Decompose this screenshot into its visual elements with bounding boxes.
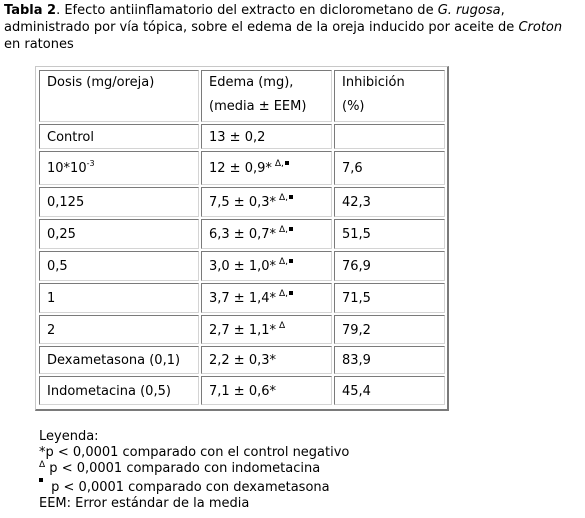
edema-value: 13 ± 0,2 bbox=[209, 130, 266, 145]
edema-value: 3,0 ± 1,0* bbox=[209, 259, 277, 274]
inhibition-value: 76,9 bbox=[342, 259, 371, 274]
inhibition-value: 51,5 bbox=[342, 227, 371, 242]
table-row-edema bbox=[201, 251, 332, 281]
table-row-edema bbox=[201, 187, 332, 217]
dose-value: 0,25 bbox=[47, 227, 76, 242]
table-row-inhibition bbox=[334, 376, 445, 405]
table-row-inhibition bbox=[334, 346, 445, 374]
legend-line-indometacina-text: p < 0,0001 comparado con indometacina bbox=[45, 461, 321, 476]
header-inhibition-line2: (%) bbox=[342, 99, 365, 114]
square-icon bbox=[285, 161, 289, 165]
edema-value: 7,5 ± 0,3* bbox=[209, 195, 277, 210]
inhibition-value: 7,6 bbox=[342, 161, 363, 176]
square-icon bbox=[289, 195, 293, 199]
delta-icon: Δ bbox=[279, 321, 286, 331]
legend-line-control: *p < 0,0001 comparado con el control negativo bbox=[39, 445, 350, 460]
dose-value: 1 bbox=[47, 291, 56, 306]
table-row-edema bbox=[201, 376, 332, 405]
table-row-edema bbox=[201, 124, 332, 149]
table-caption bbox=[4, 2, 582, 53]
legend-line-indometacina bbox=[39, 461, 559, 478]
inhibition-value: 45,4 bbox=[342, 384, 371, 399]
dose-value: 0,5 bbox=[47, 259, 68, 274]
dose-value: Control bbox=[47, 130, 94, 145]
dose-value: 2 bbox=[47, 323, 56, 338]
data-table bbox=[35, 66, 449, 411]
table-row-inhibition bbox=[334, 283, 445, 313]
square-icon bbox=[39, 478, 43, 482]
table-row-inhibition bbox=[334, 315, 445, 344]
header-edema bbox=[201, 70, 332, 122]
table-row-inhibition bbox=[334, 124, 445, 149]
inhibition-value: 83,9 bbox=[342, 353, 371, 368]
table-row-edema bbox=[201, 219, 332, 249]
header-edema-line2: (media ± EEM) bbox=[209, 99, 307, 114]
delta-icon: Δ, bbox=[279, 193, 289, 203]
caption-line2: administrado por vía tópica, sobre el edema de la oreja inducido por aceite de bbox=[4, 20, 519, 35]
table-row-dose bbox=[39, 315, 199, 344]
header-dose bbox=[39, 70, 199, 122]
square-icon bbox=[289, 259, 293, 263]
table-row-dose bbox=[39, 187, 199, 217]
dose-value: 0,125 bbox=[47, 195, 85, 210]
header-inhibition bbox=[334, 70, 445, 122]
square-icon bbox=[289, 227, 293, 231]
edema-value: 12 ± 0,9* bbox=[209, 161, 272, 176]
delta-icon: Δ bbox=[39, 460, 46, 470]
caption-croton: Croton bbox=[518, 20, 563, 35]
caption-text: . Efecto antiinflamatorio del extracto en diclorometano de bbox=[56, 3, 438, 18]
legend-title: Leyenda: bbox=[39, 429, 99, 444]
caption-species: G. rugosa bbox=[437, 3, 501, 18]
dose-value: Indometacina (0,5) bbox=[47, 384, 171, 399]
header-dose-text: Dosis (mg/oreja) bbox=[47, 75, 155, 90]
legend-line-dexametasona-text: p < 0,0001 comparado con dexametasona bbox=[47, 480, 330, 495]
header-edema-line1: Edema (mg), bbox=[209, 75, 294, 90]
table-row-dose bbox=[39, 151, 199, 185]
caption-label: Tabla 2 bbox=[4, 3, 57, 18]
caption-line3: en ratones bbox=[4, 37, 74, 52]
table-row-dose bbox=[39, 376, 199, 405]
inhibition-value: 79,2 bbox=[342, 323, 371, 338]
table-row-dose bbox=[39, 283, 199, 313]
table-row-dose bbox=[39, 346, 199, 374]
edema-value: 2,7 ± 1,1* bbox=[209, 323, 277, 338]
delta-icon: Δ, bbox=[279, 257, 289, 267]
table-row-inhibition bbox=[334, 151, 445, 185]
table-row-edema bbox=[201, 346, 332, 374]
edema-value: 2,2 ± 0,3* bbox=[209, 353, 277, 368]
table-row-edema bbox=[201, 315, 332, 344]
table-row-dose bbox=[39, 219, 199, 249]
table-row-inhibition bbox=[334, 219, 445, 249]
header-inhibition-line1: Inhibición bbox=[342, 75, 405, 90]
table-row-inhibition bbox=[334, 251, 445, 281]
table-row-dose bbox=[39, 251, 199, 281]
dose-exponent: -3 bbox=[86, 159, 95, 168]
dose-value: Dexametasona (0,1) bbox=[47, 353, 181, 368]
caption-comma: , bbox=[500, 3, 505, 18]
inhibition-value: 71,5 bbox=[342, 291, 371, 306]
legend-line-eem: EEM: Error estándar de la media bbox=[39, 496, 250, 511]
legend-line-dexametasona bbox=[39, 478, 559, 496]
delta-icon: Δ, bbox=[279, 225, 289, 235]
dose-value: 10*10 bbox=[47, 161, 87, 176]
edema-value: 6,3 ± 0,7* bbox=[209, 227, 277, 242]
delta-icon: Δ, bbox=[274, 159, 284, 169]
edema-value: 7,1 ± 0,6* bbox=[209, 384, 277, 399]
inhibition-value: 42,3 bbox=[342, 195, 371, 210]
table-row-edema bbox=[201, 151, 332, 185]
table-row-edema bbox=[201, 283, 332, 313]
square-icon bbox=[289, 291, 293, 295]
edema-value: 3,7 ± 1,4* bbox=[209, 291, 277, 306]
table-row-inhibition bbox=[334, 187, 445, 217]
legend bbox=[39, 429, 559, 512]
table-row-dose bbox=[39, 124, 199, 149]
delta-icon: Δ, bbox=[279, 289, 289, 299]
